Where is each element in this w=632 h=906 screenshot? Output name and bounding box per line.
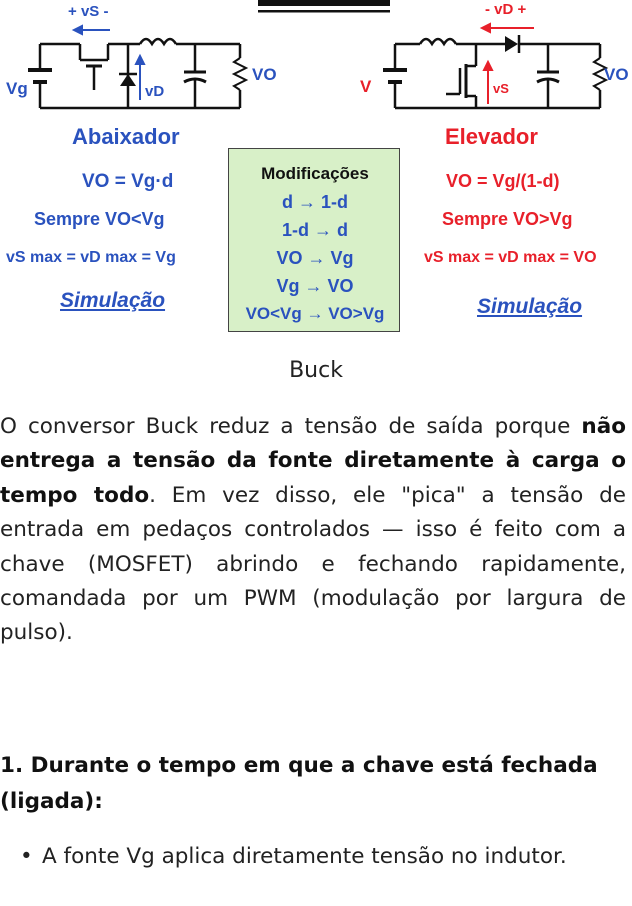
modification-rule: d → 1-d — [282, 192, 348, 212]
boost-eq-max: vS max = vD max = VO — [424, 249, 597, 266]
modifications-title: Modificações — [261, 164, 369, 183]
title-fragment-underline — [258, 0, 390, 13]
section-heading: 1. Durante o tempo em que a chave está fechada (ligada): — [0, 753, 598, 814]
boost-source-label: V — [360, 77, 372, 96]
boost-title: Elevador — [445, 124, 538, 149]
boost-eq-always: Sempre VO>Vg — [442, 209, 573, 229]
boost-output-label: VO — [604, 65, 629, 84]
bullet-marker: • — [20, 844, 33, 869]
buck-title: Abaixador — [72, 124, 180, 149]
modification-rule: VO<Vg → VO>Vg — [245, 304, 385, 323]
list-item — [20, 840, 626, 874]
paragraph-bold-text: não entrega a tensão da fonte diretamente à carga o tempo todo — [0, 414, 626, 508]
buck-vd-label: vD — [145, 83, 165, 100]
boost-circuit — [383, 39, 606, 108]
buck-eq-max: vS max = vD max = Vg — [6, 249, 176, 266]
list-item-text: A fonte Vg aplica diretamente tensão no indutor. — [42, 844, 567, 869]
paragraph-text: . Em vez disso, ele "pica" a tensão de entrada em pedaços controlados — isso é feito com a chave (MOSFET) abrindo e fechando rapidamente, comandada por um PWM (modulação por largura de pulso). — [0, 482, 626, 646]
buck-source-label: Vg — [6, 79, 28, 98]
body-paragraph — [0, 410, 626, 651]
boost-eq-output: VO = Vg/(1-d) — [446, 171, 560, 191]
modification-rule: 1-d → d — [282, 220, 348, 240]
paragraph-text: O conversor Buck reduz a tensão de saída porque — [0, 414, 571, 439]
modification-rule: VO → Vg — [276, 248, 354, 268]
boost-diode-icon — [505, 35, 519, 53]
boost-vd-label: - vD + — [485, 1, 527, 18]
buck-output-label: VO — [252, 65, 277, 84]
modification-rule: Vg → VO — [276, 276, 354, 296]
buck-voltage-arrows — [74, 26, 144, 100]
boost-simulation-link[interactable]: Simulação — [477, 295, 583, 318]
buck-diode-icon — [119, 74, 137, 86]
modifications-box — [228, 148, 400, 332]
buck-simulation-link[interactable]: Simulação — [60, 289, 166, 312]
figure-caption: Buck — [289, 358, 343, 383]
buck-vs-label: + vS - — [68, 3, 109, 20]
buck-eq-always: Sempre VO<Vg — [34, 209, 165, 229]
boost-vs-label: vS — [493, 81, 509, 96]
converter-figure — [0, 0, 632, 348]
buck-eq-output: VO = Vg·d — [82, 171, 174, 192]
